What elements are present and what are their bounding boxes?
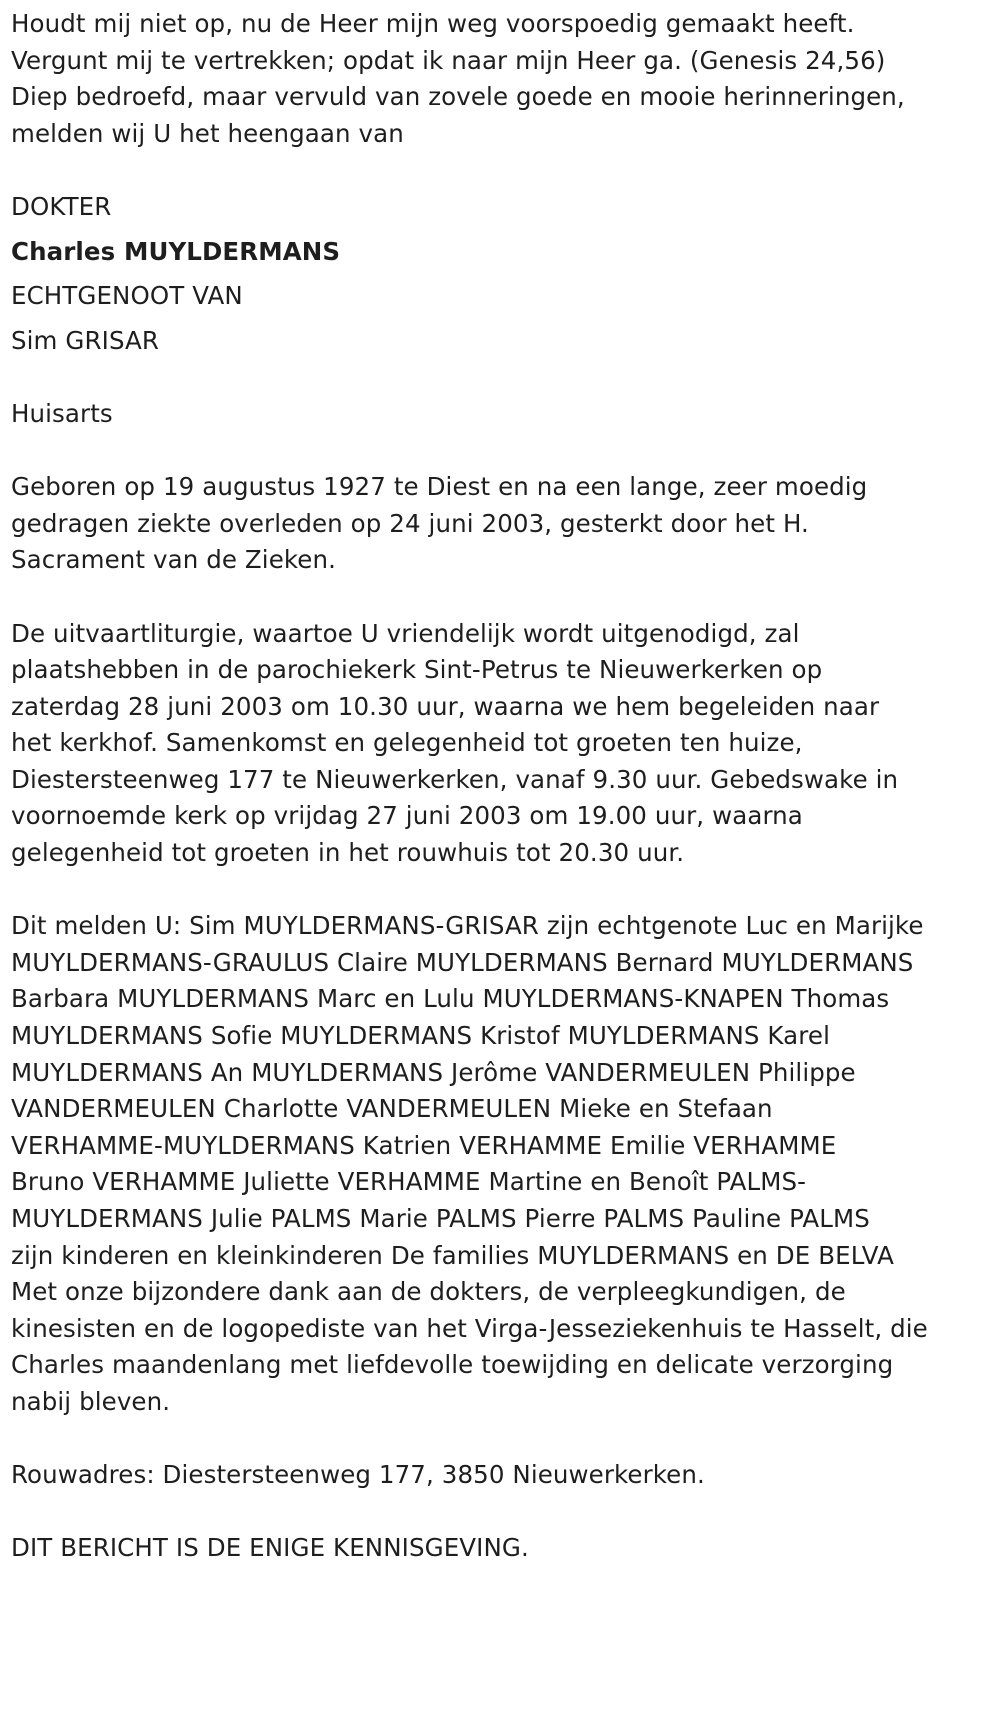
intro-line: melden wij U het heengaan van [11, 118, 404, 148]
profession-text: Huisarts [11, 398, 113, 428]
family-line: MUYLDERMANS Sofie MUYLDERMANS Kristof MUYLDERMANS Karel [11, 1021, 830, 1051]
intro-paragraph [11, 6, 992, 152]
family-line: VANDERMEULEN Charlotte VANDERMEULEN Mieke en Stefaan [11, 1094, 773, 1124]
address-line: Rouwadres: Diestersteenweg 177, 3850 Nieuwerkerken. [11, 1460, 705, 1490]
funeral-paragraph [11, 616, 992, 872]
closing-line: DIT BERICHT IS DE ENIGE KENNISGEVING. [11, 1533, 529, 1563]
family-line: kinesisten en de logopediste van het Virga-Jesseziekenhuis te Hasselt, die [11, 1313, 928, 1343]
family-line: nabij bleven. [11, 1386, 171, 1416]
family-line: MUYLDERMANS An MUYLDERMANS Jerôme VANDERMEULEN Philippe [11, 1057, 856, 1087]
spacer [11, 433, 992, 470]
deceased-name: Charles MUYLDERMANS [11, 236, 341, 266]
title-prefix: DOKTER [11, 191, 112, 221]
family-paragraph [11, 908, 992, 1420]
intro-line: Vergunt mij te vertrekken; opdat ik naar mijn Heer ga. (Genesis 24,56) [11, 45, 886, 75]
funeral-line: voornoemde kerk op vrijdag 27 juni 2003 om 19.00 uur, waarna [11, 801, 803, 831]
funeral-line: zaterdag 28 juni 2003 om 10.30 uur, waarna we hem begeleiden naar [11, 691, 880, 721]
funeral-line: De uitvaartliturgie, waartoe U vriendelijk wordt uitgenodigd, zal [11, 618, 800, 648]
family-line: Barbara MUYLDERMANS Marc en Lulu MUYLDERMANS-KNAPEN Thomas [11, 984, 890, 1014]
intro-line: Diep bedroefd, maar vervuld van zovele goede en mooie herinneringen, [11, 82, 905, 112]
funeral-line: het kerkhof. Samenkomst en gelegenheid tot groeten ten huize, [11, 728, 803, 758]
spacer [11, 359, 992, 396]
family-line: MUYLDERMANS-GRAULUS Claire MUYLDERMANS Bernard MUYLDERMANS [11, 947, 914, 977]
intro-line: Houdt mij niet op, nu de Heer mijn weg voorspoedig gemaakt heeft. [11, 9, 855, 38]
family-line: MUYLDERMANS Julie PALMS Marie PALMS Pierre PALMS Pauline PALMS [11, 1204, 870, 1233]
birth-line: gedragen ziekte overleden op 24 juni 2003, gesterkt door het H. [11, 508, 809, 538]
address-paragraph [11, 1457, 992, 1494]
spacer [11, 579, 992, 616]
spacer [11, 1421, 992, 1458]
family-line: Met onze bijzondere dank aan de dokters, de verpleegkundigen, de [11, 1277, 846, 1307]
family-line: zijn kinderen en kleinkinderen De families MUYLDERMANS en DE BELVA [11, 1240, 894, 1270]
family-line: Bruno VERHAMME Juliette VERHAMME Martine en Benoît PALMS- [11, 1167, 807, 1197]
funeral-line: gelegenheid tot groeten in het rouwhuis tot 20.30 uur. [11, 838, 685, 868]
profession [11, 396, 992, 433]
family-line: Dit melden U: Sim MUYLDERMANS-GRISAR zijn echtgenote Luc en Marijke [11, 911, 924, 941]
birth-line: Geboren op 19 augustus 1927 te Diest en na een lange, zeer moedig [11, 472, 868, 502]
funeral-line: plaatshebben in de parochiekerk Sint-Petrus te Nieuwerkerken op [11, 655, 823, 685]
spacer [11, 1494, 992, 1531]
birth-paragraph [11, 469, 992, 579]
funeral-line: Diestersteenweg 177 te Nieuwerkerken, vanaf 9.30 uur. Gebedswake in [11, 764, 899, 794]
spouse-name: Sim GRISAR [11, 325, 160, 355]
family-line: VERHAMME-MUYLDERMANS Katrien VERHAMME Emilie VERHAMME [11, 1130, 837, 1160]
closing-paragraph [11, 1530, 992, 1567]
spacer [11, 152, 992, 189]
family-line: Charles maandenlang met liefdevolle toewijding en delicate verzorging [11, 1350, 894, 1380]
spacer [11, 872, 992, 909]
birth-line: Sacrament van de Zieken. [11, 545, 336, 575]
deceased-block [11, 189, 992, 359]
spouse-label: ECHTGENOOT VAN [11, 281, 243, 311]
